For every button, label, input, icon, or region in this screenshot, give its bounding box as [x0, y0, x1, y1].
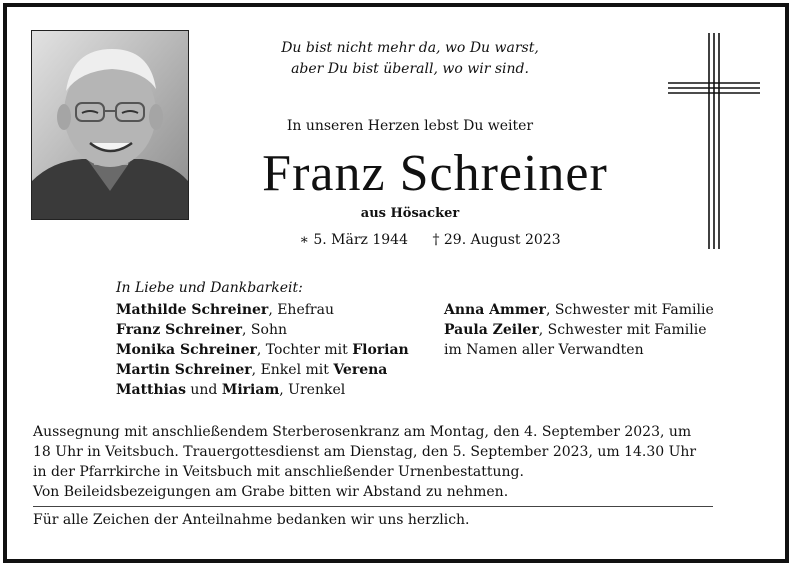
quote-line-1: Du bist nicht mehr da, wo Du warst,: [281, 40, 539, 56]
funeral-line: Aussegnung mit anschließendem Sterberosenkranz am Montag, den 4. September 2023, um: [33, 424, 692, 440]
birth-date: ∗ 5. März 1944: [299, 232, 408, 248]
funeral-details: [33, 422, 723, 502]
family-entry: Paula Zeiler, Schwester mit Familie: [444, 322, 707, 338]
closing-line: Für alle Zeichen der Anteilnahme bedanken wir uns herzlich.: [33, 512, 470, 528]
death-date: † 29. August 2023: [432, 232, 561, 248]
family-list-right: [444, 300, 714, 360]
family-entry: Mathilde Schreiner, Ehefrau: [116, 302, 334, 318]
deceased-name: Franz Schreiner: [262, 145, 608, 202]
divider: [33, 506, 713, 507]
family-entry: Anna Ammer, Schwester mit Familie: [444, 302, 714, 318]
family-entry: Monika Schreiner, Tochter mit Florian: [116, 342, 409, 358]
family-entry: Martin Schreiner, Enkel mit Verena: [116, 362, 388, 378]
deceased-origin: aus Hösacker: [360, 206, 460, 221]
family-entry: im Namen aller Verwandten: [444, 342, 644, 358]
thanks-heading: In Liebe und Dankbarkeit:: [116, 280, 303, 296]
funeral-line: Von Beileidsbezeigungen am Grabe bitten wir Abstand zu nehmen.: [33, 484, 509, 500]
family-entry: Matthias und Miriam, Urenkel: [116, 382, 346, 398]
life-dates: [240, 232, 620, 248]
cross-icon: [668, 33, 760, 249]
funeral-line: 18 Uhr in Veitsbuch. Trauergottesdienst am Dienstag, den 5. September 2023, um 14.30 Uhr: [33, 444, 697, 460]
quote-line-2: aber Du bist überall, wo wir sind.: [291, 61, 529, 77]
funeral-line: in der Pfarrkirche in Veitsbuch mit anschließender Urnenbestattung.: [33, 464, 524, 480]
intro-line: In unseren Herzen lebst Du weiter: [286, 118, 534, 134]
family-list-left: [116, 300, 409, 400]
portrait-photo: [31, 30, 189, 220]
family-entry: Franz Schreiner, Sohn: [116, 322, 287, 338]
quote: [280, 38, 540, 80]
portrait-illustration: [32, 31, 188, 219]
